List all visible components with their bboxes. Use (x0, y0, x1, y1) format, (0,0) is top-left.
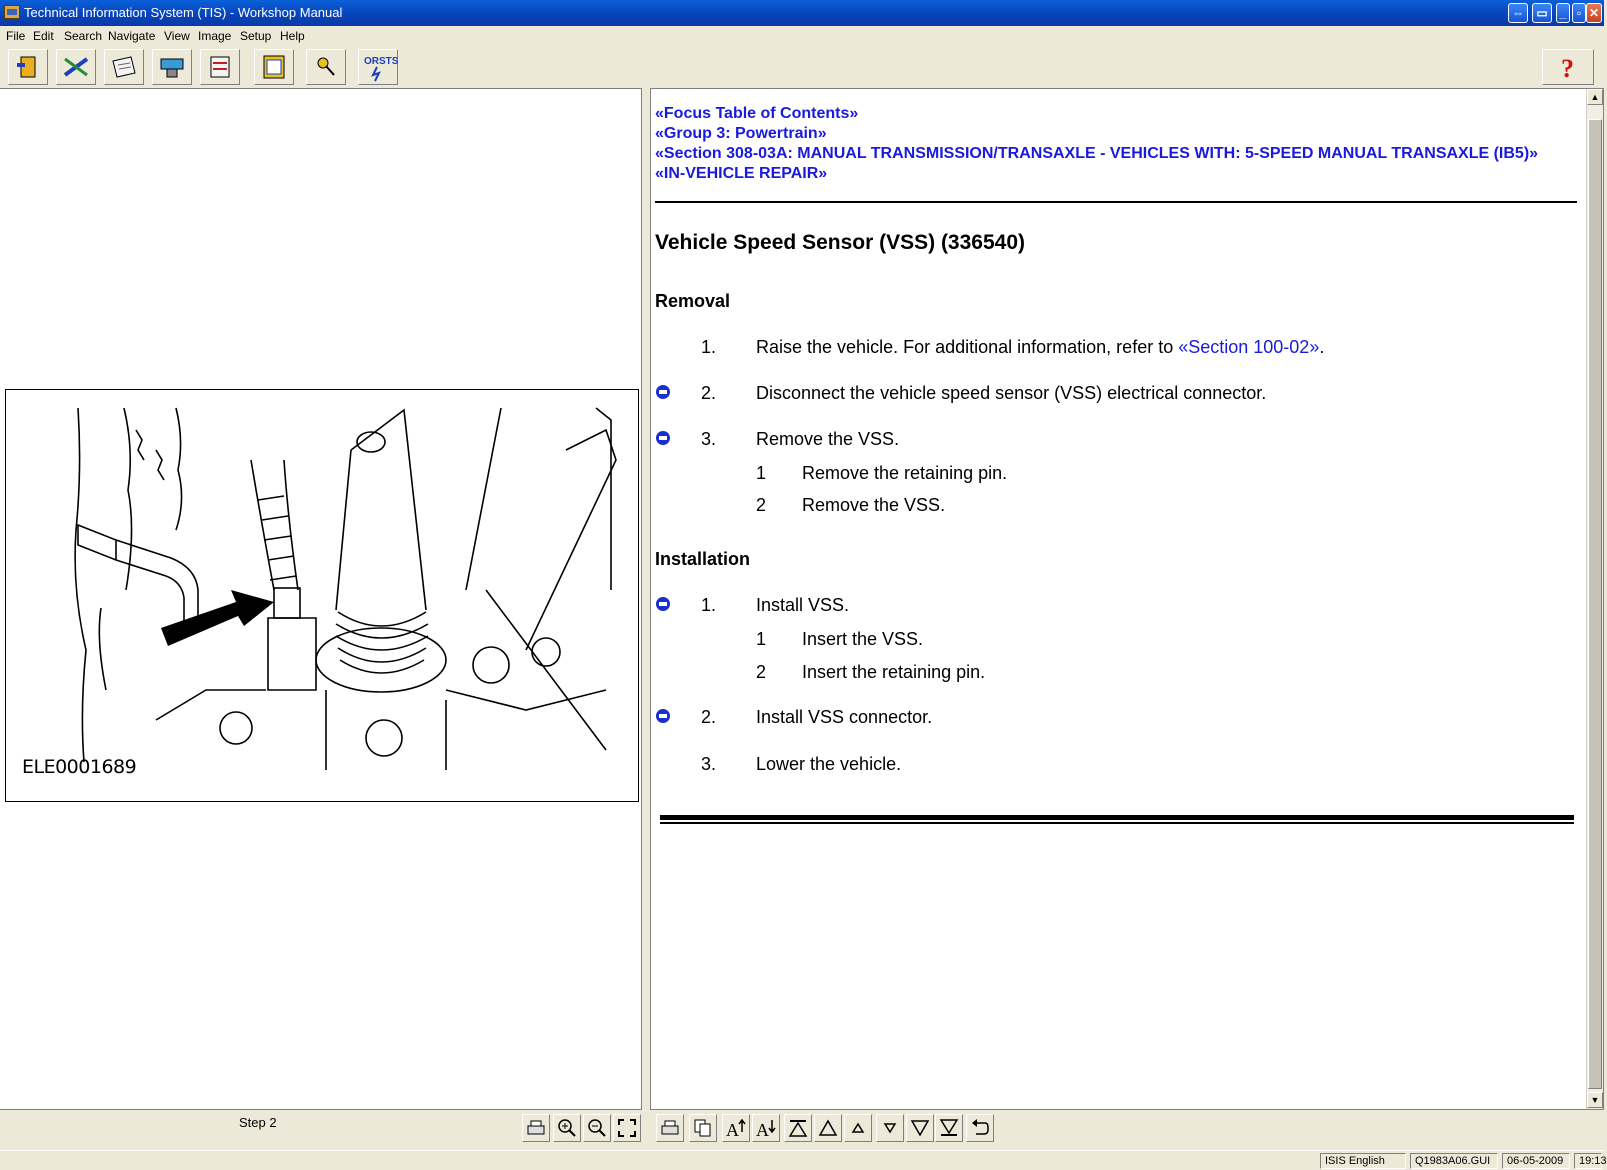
document-panel (650, 88, 1604, 1110)
notepad-button[interactable] (254, 49, 294, 85)
substep-text: Remove the VSS. (802, 495, 946, 515)
file-status: Q1983A06.GUI (1410, 1153, 1498, 1169)
help-icon (1547, 53, 1591, 81)
menu-image[interactable]: Image (198, 29, 232, 43)
graphic-link-icon[interactable] (656, 431, 670, 445)
step-text: Lower the vehicle. (756, 754, 902, 774)
installation-heading: Installation (655, 549, 751, 569)
window-title: Technical Information System (TIS) - Workshop Manual (24, 5, 343, 20)
step-indicator: Step 2 (239, 1115, 277, 1130)
font-smaller-button[interactable] (752, 1114, 780, 1142)
substep-number: 1 (756, 629, 767, 649)
eraser-button[interactable] (152, 49, 192, 85)
menu-edit[interactable]: Edit (33, 29, 54, 43)
document-icon (109, 53, 139, 81)
removal-heading: Removal (655, 291, 731, 311)
line-up-button[interactable] (844, 1114, 872, 1142)
menu-help[interactable]: Help (280, 29, 305, 43)
time-status: 19:13 (1574, 1153, 1602, 1169)
scroll-down-icon[interactable]: ▼ (1587, 1092, 1603, 1108)
zoom-out-icon (587, 1118, 607, 1138)
step-number: 2. (701, 383, 717, 403)
step-number: 3. (701, 429, 717, 449)
wiring-button[interactable] (200, 49, 240, 85)
key-button[interactable] (306, 49, 346, 85)
wiring-icon (205, 53, 235, 81)
substep-number: 2 (756, 662, 767, 682)
notepad-icon (259, 53, 289, 81)
menu-view[interactable]: View (164, 29, 190, 43)
language-status: ISIS English (1320, 1153, 1406, 1169)
exit-door-icon (13, 53, 43, 81)
substep-text: Insert the retaining pin. (802, 662, 986, 682)
menu-search[interactable]: Search (64, 29, 103, 43)
small-down-triangle-icon (880, 1118, 900, 1138)
exit-button[interactable] (8, 49, 48, 85)
printer-icon (660, 1118, 680, 1138)
step-number: 3. (701, 754, 717, 774)
graphic-link-icon[interactable] (656, 385, 670, 399)
eraser-icon (157, 53, 187, 81)
expand-icon (617, 1118, 637, 1138)
orsts-button[interactable] (358, 49, 398, 85)
line-down-button[interactable] (876, 1114, 904, 1142)
print-text-button[interactable] (656, 1114, 684, 1142)
end-divider (660, 815, 1574, 820)
svg-text:A: A (756, 1120, 769, 1140)
graphic-link-icon[interactable] (656, 597, 670, 611)
window-layout-icon[interactable]: ▭ (1532, 3, 1552, 23)
illustration-frame[interactable] (5, 389, 639, 802)
substep-number: 1 (756, 463, 767, 483)
font-larger-button[interactable] (722, 1114, 750, 1142)
graphic-link-icon[interactable] (656, 709, 670, 723)
date-status: 06-05-2009 (1502, 1153, 1570, 1169)
step-text: Install VSS connector. (756, 707, 933, 727)
page-title: Vehicle Speed Sensor (VSS) (336540) (655, 231, 1026, 254)
print-image-button[interactable] (522, 1114, 550, 1142)
vss-illustration (6, 390, 638, 801)
top-triangle-icon (788, 1118, 808, 1138)
restore-icon[interactable]: ⇔ (1508, 3, 1528, 23)
copy-button[interactable] (689, 1114, 717, 1142)
app-icon (4, 5, 20, 19)
menu-navigate[interactable]: Navigate (108, 29, 156, 43)
divider-line (655, 201, 1577, 203)
minimize-button[interactable]: _ (1556, 3, 1570, 23)
scroll-up-icon[interactable]: ▲ (1587, 89, 1603, 105)
breadcrumb-repair-link[interactable]: «IN-VEHICLE REPAIR» (655, 165, 828, 182)
end-divider (660, 822, 1574, 824)
substep-number: 2 (756, 495, 767, 515)
step-text: Install VSS. (756, 595, 850, 615)
fit-image-button[interactable] (613, 1114, 641, 1142)
menu-file[interactable]: File (6, 29, 26, 43)
small-up-triangle-icon (848, 1118, 868, 1138)
substep-text: Insert the VSS. (802, 629, 924, 649)
back-button[interactable] (966, 1114, 994, 1142)
step-number: 1. (701, 595, 717, 615)
menu-bar (0, 26, 1604, 46)
tools-button[interactable] (56, 49, 96, 85)
step-text: Disconnect the vehicle speed sensor (VSS) electrical connector. (756, 383, 1267, 403)
status-bar (0, 1150, 1607, 1170)
svg-text:?: ? (1561, 54, 1574, 83)
up-triangle-icon (818, 1118, 838, 1138)
bottom-triangle-icon (939, 1118, 959, 1138)
substep-text: Remove the retaining pin. (802, 463, 1008, 483)
document-button[interactable] (104, 49, 144, 85)
image-panel (0, 88, 642, 1110)
illustration-id: ELE0001689 (22, 756, 137, 778)
tools-icon (61, 53, 91, 81)
step-text: Remove the VSS. (756, 429, 900, 449)
copy-icon (693, 1118, 713, 1138)
page-down-button[interactable] (906, 1114, 934, 1142)
font-decrease-icon (756, 1118, 778, 1138)
down-triangle-icon (910, 1118, 930, 1138)
breadcrumb-group-link[interactable]: «Group 3: Powertrain» (655, 125, 827, 142)
back-arrow-icon (970, 1118, 990, 1138)
toolbar (0, 46, 1604, 88)
section-100-02-link[interactable]: «Section 100-02» (1178, 337, 1320, 357)
close-button[interactable]: ✕ (1586, 3, 1602, 23)
menu-setup[interactable]: Setup (240, 29, 272, 43)
page-up-button[interactable] (814, 1114, 842, 1142)
maximize-button[interactable]: ▫ (1572, 3, 1586, 23)
vertical-scrollbar[interactable] (1586, 89, 1603, 1109)
help-button[interactable] (1542, 49, 1594, 85)
go-bottom-button[interactable] (935, 1114, 963, 1142)
go-top-button[interactable] (784, 1114, 812, 1142)
title-bar (0, 0, 1604, 26)
bottom-toolbar (0, 1110, 1604, 1150)
font-increase-icon (726, 1118, 748, 1138)
zoom-in-button[interactable] (553, 1114, 581, 1142)
panel-splitter[interactable] (642, 88, 650, 1110)
breadcrumb-section-link[interactable]: «Section 308-03A: MANUAL TRANSMISSION/TRANSAXLE - VEHICLES WITH: 5-SPEED MANUAL TRANSAXLE (IB5)» (655, 145, 1539, 162)
step-number: 2. (701, 707, 717, 727)
zoom-in-icon (557, 1118, 577, 1138)
zoom-out-button[interactable] (583, 1114, 611, 1142)
printer-icon (526, 1118, 546, 1138)
svg-text:ORSTS: ORSTS (364, 56, 399, 67)
scrollbar-thumb[interactable] (1588, 119, 1602, 1089)
orsts-icon (363, 53, 399, 83)
key-icon (311, 53, 341, 81)
breadcrumb-toc-link[interactable]: «Focus Table of Contents» (655, 105, 859, 122)
step-number: 1. (701, 337, 717, 357)
step-text: Raise the vehicle. For additional information, refer to «Section 100-02». (756, 337, 1325, 357)
svg-text:A: A (726, 1120, 739, 1140)
